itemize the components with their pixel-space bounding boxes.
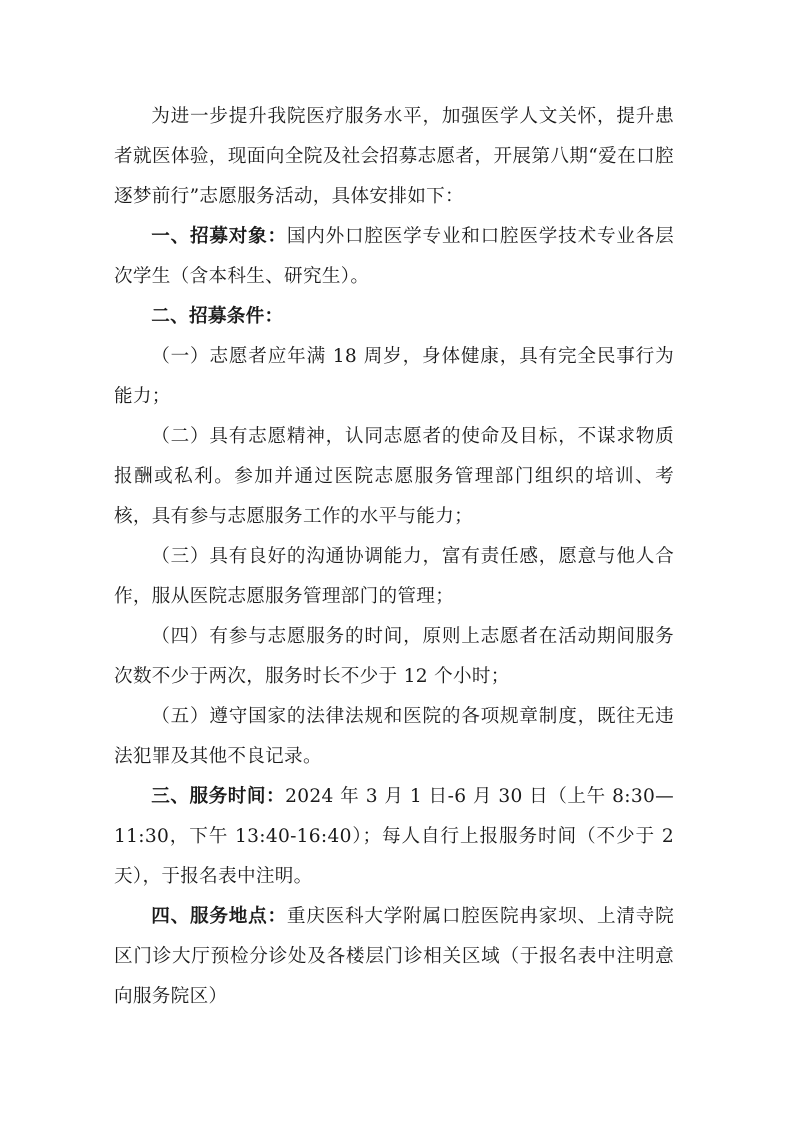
section-text: 国内外口腔医学专业和口腔医学技术专业各层次学生（含本科生、研究生）。 <box>114 226 674 287</box>
condition-item: （二）具有志愿精神，认同志愿者的使命及目标，不谋求物质报酬或私利。参加并通过医院志愿服务管理部门组织的培训、考核，具有参与志愿服务工作的水平与能力； <box>114 426 674 527</box>
section-text: 2024 年 3 月 1 日-6 月 30 日（上午 8:30—11:30，下午 13:40-16:40）；每人自行上报服务时间（不少于 2 天），于报名表中注明。 <box>114 786 674 887</box>
document-page <box>114 97 674 1017</box>
condition-item: （三）具有良好的沟通协调能力，富有责任感，愿意与他人合作，服从医院志愿服务管理部门的管理； <box>114 546 674 607</box>
section-heading: 三、服务时间： <box>151 786 286 807</box>
section-text: 重庆医科大学附属口腔医院冉家坝、上清寺院区门诊大厅预检分诊处及各楼层门诊相关区域（于报名表中注明意向服务院区） <box>114 906 674 1007</box>
section-recruit-conditions <box>114 297 674 337</box>
section-service-time <box>114 777 674 897</box>
section-heading: 四、服务地点： <box>151 906 287 927</box>
intro-text: 为进一步提升我院医疗服务水平，加强医学人文关怀，提升患者就医体验，现面向全院及社会招募志愿者，开展第八期“爱在口腔 逐梦前行”志愿服务活动，具体安排如下： <box>114 106 674 207</box>
intro-paragraph <box>114 97 674 217</box>
condition-item: （一）志愿者应年满 18 周岁，身体健康，具有完全民事行为能力； <box>114 346 674 407</box>
condition-item: （五）遵守国家的法律法规和医院的各项规章制度，既往无违法犯罪及其他不良记录。 <box>114 706 674 767</box>
section-heading: 二、招募条件： <box>151 306 284 327</box>
condition-item: （四）有参与志愿服务的时间，原则上志愿者在活动期间服务次数不少于两次，服务时长不少于 12 个小时； <box>114 626 674 687</box>
section-service-location <box>114 897 674 1017</box>
section-recruit-target <box>114 217 674 297</box>
section-heading: 一、招募对象： <box>151 226 287 247</box>
